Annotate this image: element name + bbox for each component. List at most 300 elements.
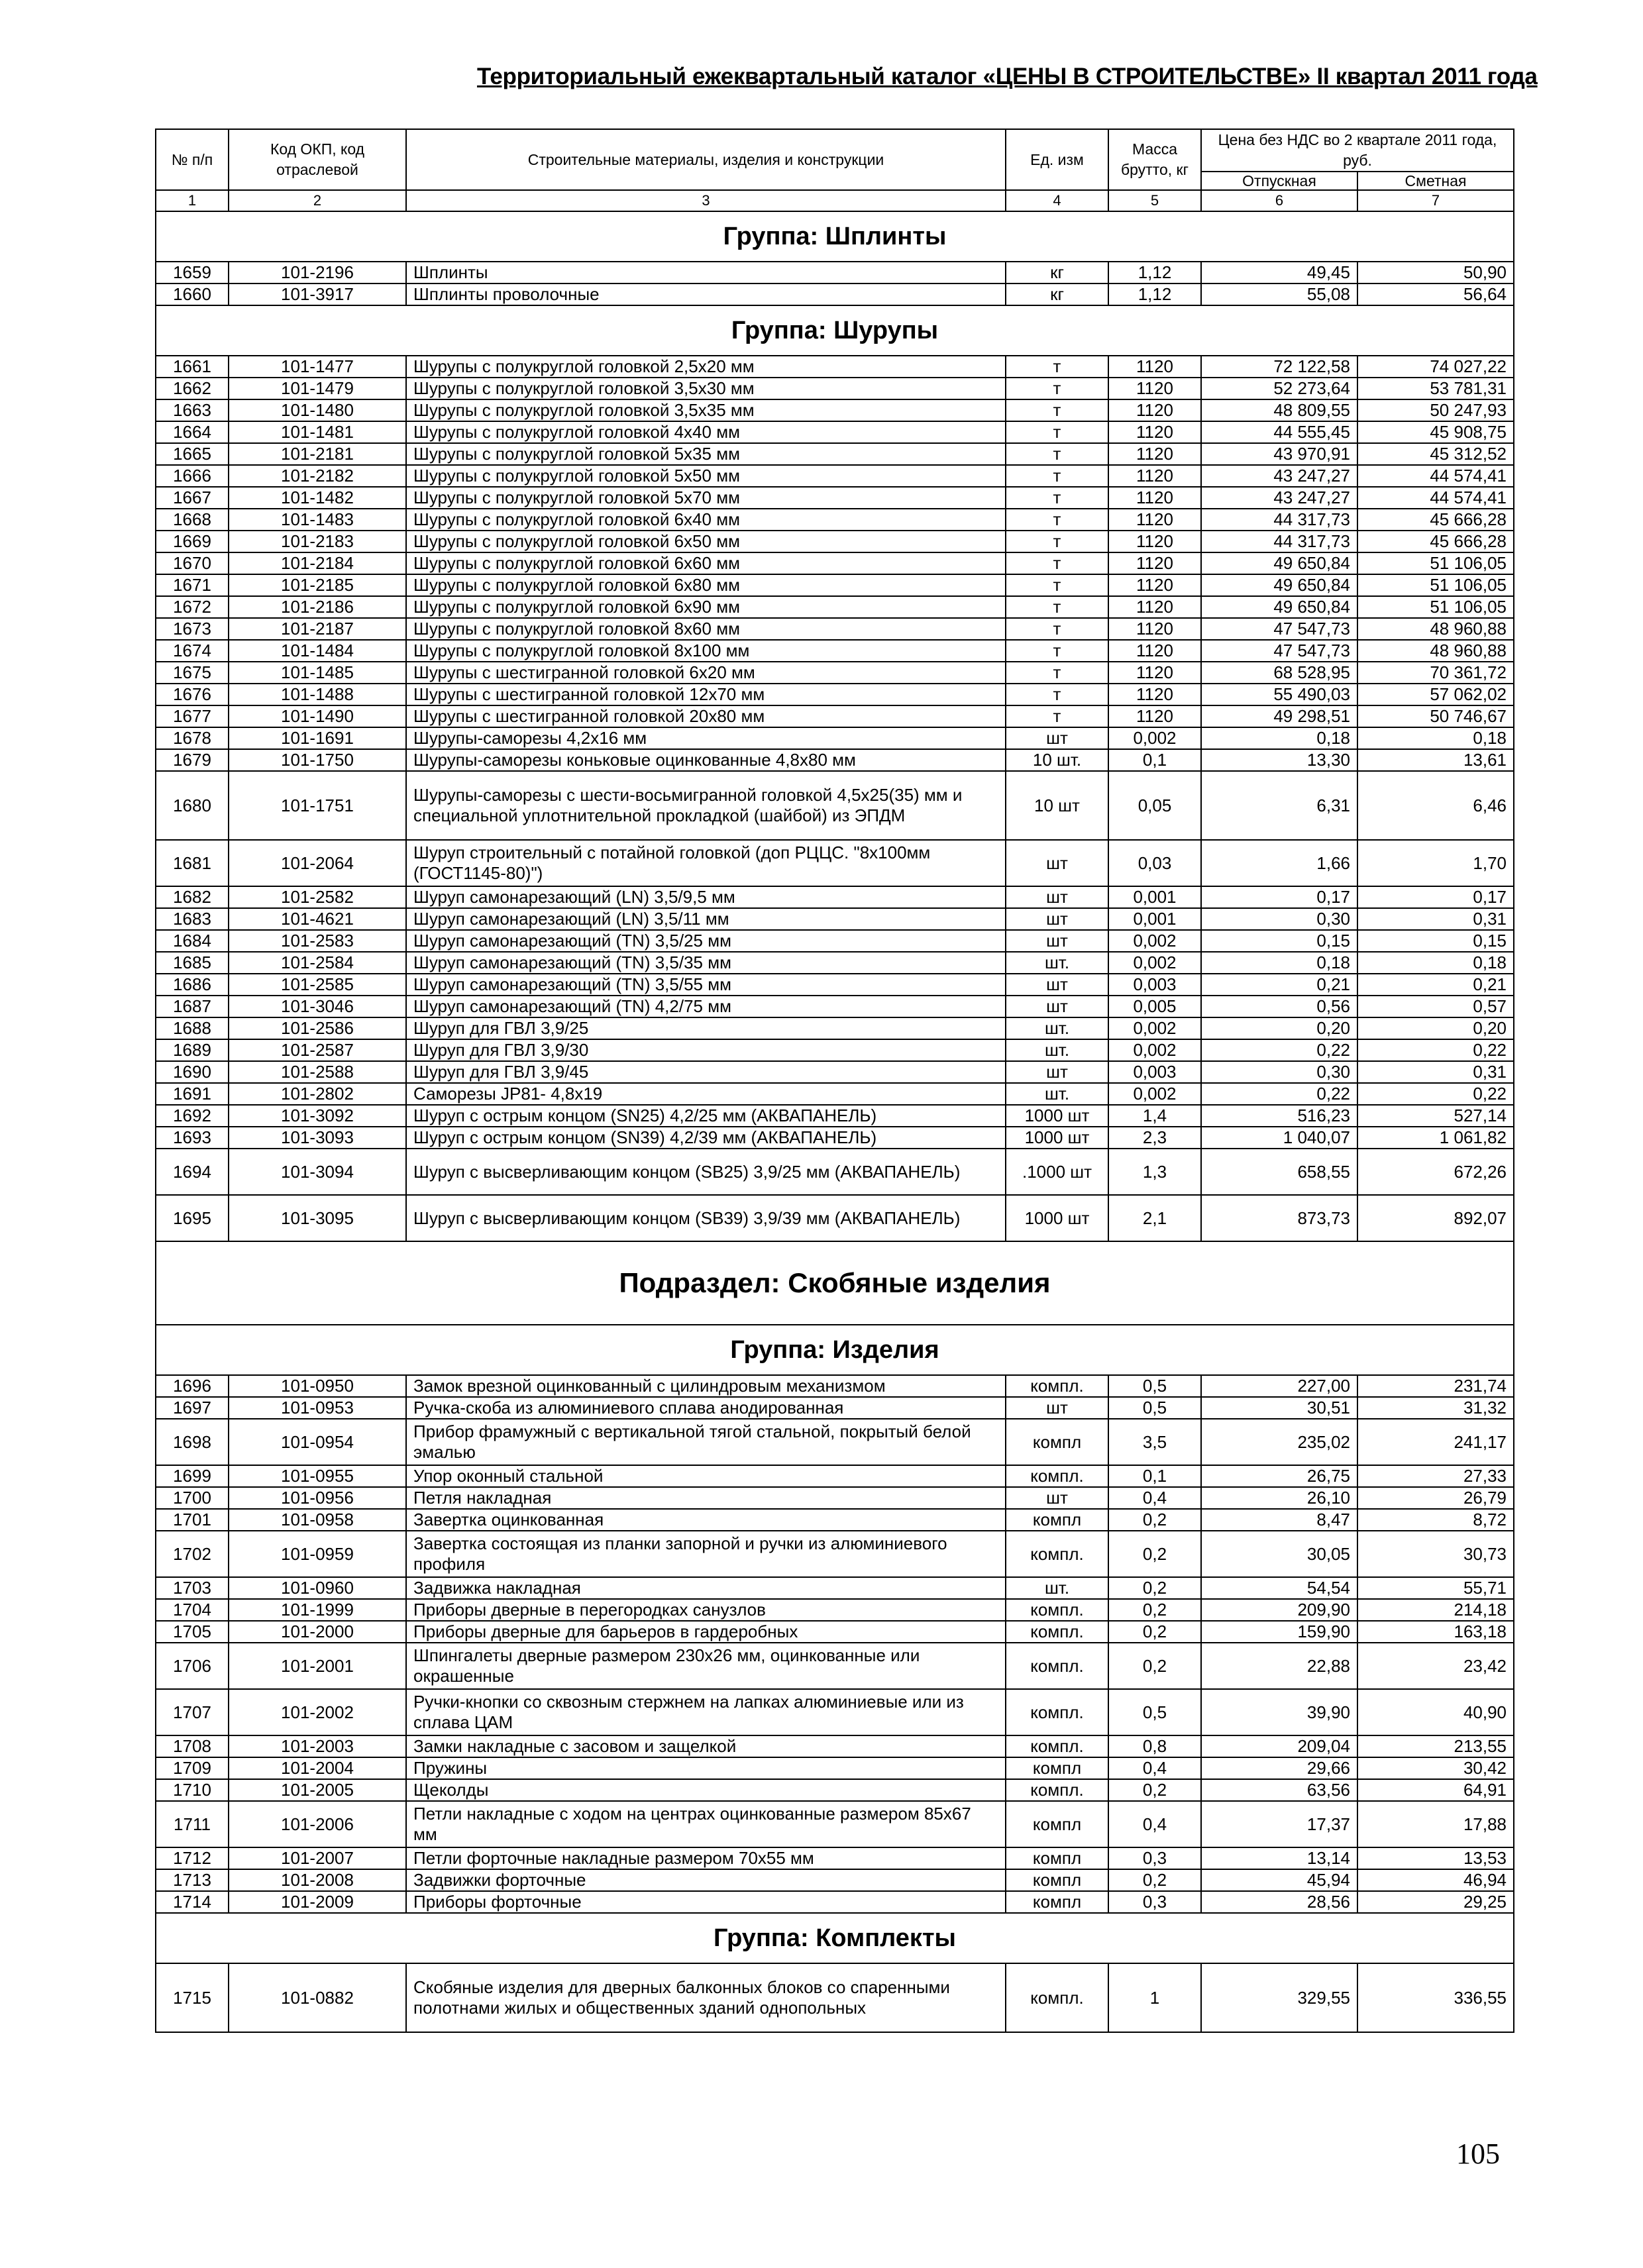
cell-price-release: 49 650,84 — [1201, 596, 1357, 618]
cell-price-estimate: 31,32 — [1357, 1397, 1514, 1419]
cell-code: 101-3046 — [229, 996, 406, 1017]
cell-unit: шт. — [1006, 1577, 1108, 1599]
cell-mass: 0,002 — [1108, 930, 1201, 952]
cell-mass: 0,4 — [1108, 1757, 1201, 1779]
cell-price-release: 159,90 — [1201, 1621, 1357, 1643]
cell-price-release: 0,30 — [1201, 908, 1357, 930]
cell-unit: компл — [1006, 1847, 1108, 1869]
cell-code: 101-1479 — [229, 378, 406, 399]
cell-name: Шуруп самонарезающий (TN) 3,5/25 мм — [406, 930, 1006, 952]
cell-num: 1665 — [156, 443, 229, 465]
table-row — [156, 356, 1514, 378]
cell-num: 1666 — [156, 465, 229, 487]
cell-code: 101-2587 — [229, 1039, 406, 1061]
cell-code: 101-3917 — [229, 284, 406, 305]
cell-price-estimate: 1 061,82 — [1357, 1127, 1514, 1149]
cell-num: 1693 — [156, 1127, 229, 1149]
cell-unit: кг — [1006, 284, 1108, 305]
cell-unit: 1000 шт — [1006, 1127, 1108, 1149]
cell-unit: шт. — [1006, 952, 1108, 974]
cell-price-release: 47 547,73 — [1201, 618, 1357, 640]
cell-num: 1677 — [156, 705, 229, 727]
table-row — [156, 1801, 1514, 1847]
cell-code: 101-1481 — [229, 421, 406, 443]
cell-price-release: 1 040,07 — [1201, 1127, 1357, 1149]
cell-name: Петли накладные с ходом на центрах оцинкованные размером 85x67 мм — [406, 1801, 1006, 1847]
cell-price-estimate: 13,53 — [1357, 1847, 1514, 1869]
cell-name: Задвижка накладная — [406, 1577, 1006, 1599]
cell-price-estimate: 0,31 — [1357, 1061, 1514, 1083]
table-row — [156, 1061, 1514, 1083]
cell-code: 101-2001 — [229, 1643, 406, 1689]
cell-price-estimate: 13,61 — [1357, 749, 1514, 771]
cell-price-release: 47 547,73 — [1201, 640, 1357, 662]
cell-code: 101-3093 — [229, 1127, 406, 1149]
cell-code: 101-2182 — [229, 465, 406, 487]
cell-mass: 1,12 — [1108, 284, 1201, 305]
cell-price-estimate: 0,31 — [1357, 908, 1514, 930]
column-number: 1 — [156, 190, 229, 211]
cell-name: Шплинты — [406, 262, 1006, 284]
cell-mass: 1,3 — [1108, 1149, 1201, 1195]
column-number: 5 — [1108, 190, 1201, 211]
cell-unit: т — [1006, 509, 1108, 531]
cell-name: Шурупы с полукруглой головкой 6x80 мм — [406, 574, 1006, 596]
subsection-heading-row — [156, 1241, 1514, 1325]
cell-mass: 0,002 — [1108, 952, 1201, 974]
cell-name: Шурупы с полукруглой головкой 6x90 мм — [406, 596, 1006, 618]
cell-price-release: 26,75 — [1201, 1465, 1357, 1487]
cell-mass: 1120 — [1108, 640, 1201, 662]
table-row — [156, 1847, 1514, 1869]
cell-unit: шт — [1006, 886, 1108, 908]
cell-unit: компл. — [1006, 1963, 1108, 2032]
table-row — [156, 552, 1514, 574]
cell-name: Прибор фрамужный с вертикальной тягой стальной, покрытый белой эмалью — [406, 1419, 1006, 1465]
cell-mass: 1120 — [1108, 378, 1201, 399]
cell-name: Шурупы с шестигранной головкой 20x80 мм — [406, 705, 1006, 727]
table-row — [156, 399, 1514, 421]
cell-unit: .1000 шт — [1006, 1149, 1108, 1195]
cell-num: 1683 — [156, 908, 229, 930]
table-row — [156, 727, 1514, 749]
cell-mass: 1120 — [1108, 465, 1201, 487]
cell-name: Шуруп для ГВЛ 3,9/45 — [406, 1061, 1006, 1083]
cell-num: 1696 — [156, 1375, 229, 1397]
cell-code: 101-1484 — [229, 640, 406, 662]
cell-name: Шуруп с острым концом (SN25) 4,2/25 мм (АКВАПАНЕЛЬ) — [406, 1105, 1006, 1127]
cell-code: 101-2183 — [229, 531, 406, 552]
cell-price-release: 0,22 — [1201, 1083, 1357, 1105]
cell-unit: компл. — [1006, 1689, 1108, 1735]
cell-price-release: 209,90 — [1201, 1599, 1357, 1621]
cell-code: 101-2064 — [229, 840, 406, 886]
table-row — [156, 531, 1514, 552]
cell-num: 1689 — [156, 1039, 229, 1061]
table-row — [156, 1643, 1514, 1689]
cell-mass: 0,2 — [1108, 1509, 1201, 1531]
header-num: № п/п — [156, 129, 229, 190]
cell-num: 1678 — [156, 727, 229, 749]
cell-name: Упор оконный стальной — [406, 1465, 1006, 1487]
table-row — [156, 284, 1514, 305]
table-row — [156, 443, 1514, 465]
cell-code: 101-1488 — [229, 684, 406, 705]
cell-name: Замки накладные с засовом и защелкой — [406, 1735, 1006, 1757]
cell-code: 101-0960 — [229, 1577, 406, 1599]
cell-num: 1700 — [156, 1487, 229, 1509]
cell-price-estimate: 0,57 — [1357, 996, 1514, 1017]
cell-price-release: 63,56 — [1201, 1779, 1357, 1801]
column-number: 3 — [406, 190, 1006, 211]
cell-unit: шт. — [1006, 1017, 1108, 1039]
cell-unit: шт. — [1006, 1039, 1108, 1061]
cell-mass: 1120 — [1108, 705, 1201, 727]
cell-code: 101-2006 — [229, 1801, 406, 1847]
cell-price-estimate: 163,18 — [1357, 1621, 1514, 1643]
table-row — [156, 1397, 1514, 1419]
cell-price-estimate: 48 960,88 — [1357, 618, 1514, 640]
cell-price-release: 0,18 — [1201, 727, 1357, 749]
cell-price-estimate: 0,18 — [1357, 727, 1514, 749]
cell-mass: 1120 — [1108, 487, 1201, 509]
cell-unit: т — [1006, 443, 1108, 465]
cell-mass: 0,5 — [1108, 1397, 1201, 1419]
cell-price-release: 49,45 — [1201, 262, 1357, 284]
cell-mass: 1,12 — [1108, 262, 1201, 284]
cell-mass: 0,2 — [1108, 1643, 1201, 1689]
cell-price-estimate: 17,88 — [1357, 1801, 1514, 1847]
cell-name: Шурупы-саморезы 4,2x16 мм — [406, 727, 1006, 749]
cell-num: 1664 — [156, 421, 229, 443]
cell-code: 101-1691 — [229, 727, 406, 749]
cell-name: Щеколды — [406, 1779, 1006, 1801]
cell-unit: шт — [1006, 908, 1108, 930]
cell-unit: компл — [1006, 1891, 1108, 1913]
cell-unit: компл. — [1006, 1599, 1108, 1621]
cell-code: 101-2185 — [229, 574, 406, 596]
cell-num: 1659 — [156, 262, 229, 284]
cell-price-estimate: 48 960,88 — [1357, 640, 1514, 662]
cell-unit: т — [1006, 421, 1108, 443]
cell-name: Завертка состоящая из планки запорной и ручки из алюминиевого профиля — [406, 1531, 1006, 1577]
cell-num: 1707 — [156, 1689, 229, 1735]
table-row — [156, 705, 1514, 727]
cell-price-release: 0,21 — [1201, 974, 1357, 996]
cell-price-estimate: 672,26 — [1357, 1149, 1514, 1195]
cell-price-release: 22,88 — [1201, 1643, 1357, 1689]
cell-mass: 1120 — [1108, 443, 1201, 465]
table-row — [156, 421, 1514, 443]
column-number: 4 — [1006, 190, 1108, 211]
cell-mass: 0,2 — [1108, 1779, 1201, 1801]
table-row — [156, 1195, 1514, 1241]
cell-num: 1660 — [156, 284, 229, 305]
table-row — [156, 1891, 1514, 1913]
cell-code: 101-1485 — [229, 662, 406, 684]
cell-code: 101-1751 — [229, 771, 406, 840]
cell-price-estimate: 55,71 — [1357, 1577, 1514, 1599]
cell-mass: 2,3 — [1108, 1127, 1201, 1149]
cell-unit: компл. — [1006, 1779, 1108, 1801]
cell-num: 1710 — [156, 1779, 229, 1801]
cell-num: 1704 — [156, 1599, 229, 1621]
cell-price-release: 1,66 — [1201, 840, 1357, 886]
cell-price-estimate: 27,33 — [1357, 1465, 1514, 1487]
cell-code: 101-0955 — [229, 1465, 406, 1487]
cell-unit: т — [1006, 705, 1108, 727]
cell-mass: 0,2 — [1108, 1531, 1201, 1577]
cell-unit: шт — [1006, 840, 1108, 886]
cell-price-release: 29,66 — [1201, 1757, 1357, 1779]
cell-code: 101-2187 — [229, 618, 406, 640]
cell-name: Шурупы с полукруглой головкой 8x60 мм — [406, 618, 1006, 640]
cell-name: Задвижки форточные — [406, 1869, 1006, 1891]
cell-name: Приборы форточные — [406, 1891, 1006, 1913]
cell-price-release: 43 247,27 — [1201, 465, 1357, 487]
cell-price-release: 44 317,73 — [1201, 531, 1357, 552]
cell-num: 1699 — [156, 1465, 229, 1487]
cell-price-release: 72 122,58 — [1201, 356, 1357, 378]
cell-num: 1688 — [156, 1017, 229, 1039]
cell-price-estimate: 40,90 — [1357, 1689, 1514, 1735]
group-title: Группа: Шплинты — [156, 211, 1514, 262]
cell-price-estimate: 23,42 — [1357, 1643, 1514, 1689]
cell-mass: 0,002 — [1108, 727, 1201, 749]
cell-unit: шт — [1006, 930, 1108, 952]
cell-code: 101-1480 — [229, 399, 406, 421]
cell-num: 1690 — [156, 1061, 229, 1083]
cell-code: 101-0950 — [229, 1375, 406, 1397]
cell-mass: 0,8 — [1108, 1735, 1201, 1757]
cell-num: 1667 — [156, 487, 229, 509]
cell-price-estimate: 30,42 — [1357, 1757, 1514, 1779]
cell-code: 101-0882 — [229, 1963, 406, 2032]
cell-mass: 0,2 — [1108, 1599, 1201, 1621]
cell-price-estimate: 44 574,41 — [1357, 487, 1514, 509]
cell-price-release: 49 650,84 — [1201, 552, 1357, 574]
cell-unit: компл. — [1006, 1375, 1108, 1397]
cell-price-release: 329,55 — [1201, 1963, 1357, 2032]
cell-unit: шт — [1006, 727, 1108, 749]
cell-mass: 0,002 — [1108, 1039, 1201, 1061]
cell-num: 1663 — [156, 399, 229, 421]
cell-unit: т — [1006, 399, 1108, 421]
cell-num: 1669 — [156, 531, 229, 552]
table-row — [156, 662, 1514, 684]
cell-name: Саморезы JP81- 4,8x19 — [406, 1083, 1006, 1105]
cell-mass: 0,3 — [1108, 1847, 1201, 1869]
cell-mass: 0,002 — [1108, 1083, 1201, 1105]
cell-unit: т — [1006, 552, 1108, 574]
group-heading-row — [156, 1913, 1514, 1963]
column-number: 2 — [229, 190, 406, 211]
cell-code: 101-2003 — [229, 1735, 406, 1757]
group-title: Группа: Изделия — [156, 1325, 1514, 1375]
table-row — [156, 487, 1514, 509]
cell-price-estimate: 53 781,31 — [1357, 378, 1514, 399]
cell-unit: шт. — [1006, 1083, 1108, 1105]
cell-code: 101-2008 — [229, 1869, 406, 1891]
cell-price-estimate: 214,18 — [1357, 1599, 1514, 1621]
cell-mass: 1120 — [1108, 618, 1201, 640]
cell-name: Шурупы-саморезы коньковые оцинкованные 4,8x80 мм — [406, 749, 1006, 771]
cell-num: 1680 — [156, 771, 229, 840]
cell-name: Шуруп самонарезающий (TN) 3,5/35 мм — [406, 952, 1006, 974]
cell-code: 101-0959 — [229, 1531, 406, 1577]
cell-unit: компл — [1006, 1757, 1108, 1779]
table-row — [156, 1017, 1514, 1039]
group-heading-row — [156, 211, 1514, 262]
cell-unit: компл. — [1006, 1465, 1108, 1487]
cell-price-release: 48 809,55 — [1201, 399, 1357, 421]
cell-unit: компл — [1006, 1869, 1108, 1891]
cell-name: Шпингалеты дверные размером 230x26 мм, оцинкованные или окрашенные — [406, 1643, 1006, 1689]
cell-code: 101-0958 — [229, 1509, 406, 1531]
cell-code: 101-2586 — [229, 1017, 406, 1039]
cell-price-release: 0,22 — [1201, 1039, 1357, 1061]
cell-name: Шурупы с полукруглой головкой 8x100 мм — [406, 640, 1006, 662]
table-body — [156, 190, 1514, 2032]
cell-price-estimate: 57 062,02 — [1357, 684, 1514, 705]
cell-unit: компл. — [1006, 1643, 1108, 1689]
cell-unit: т — [1006, 487, 1108, 509]
header-code: Код ОКП, код отраслевой — [229, 129, 406, 190]
table-row — [156, 1735, 1514, 1757]
price-table — [155, 129, 1514, 2033]
header-price-release: Отпускная — [1201, 172, 1357, 190]
cell-num: 1697 — [156, 1397, 229, 1419]
cell-price-estimate: 45 666,28 — [1357, 509, 1514, 531]
cell-num: 1661 — [156, 356, 229, 378]
cell-num: 1672 — [156, 596, 229, 618]
cell-code: 101-3094 — [229, 1149, 406, 1195]
cell-price-estimate: 1,70 — [1357, 840, 1514, 886]
cell-name: Ручки-кнопки со сквозным стержнем на лапках алюминиевые или из сплава ЦАМ — [406, 1689, 1006, 1735]
cell-price-estimate: 74 027,22 — [1357, 356, 1514, 378]
cell-name: Шуруп с высверливающим концом (SB25) 3,9/25 мм (АКВАПАНЕЛЬ) — [406, 1149, 1006, 1195]
cell-mass: 0,4 — [1108, 1801, 1201, 1847]
cell-num: 1668 — [156, 509, 229, 531]
cell-mass: 0,2 — [1108, 1577, 1201, 1599]
cell-unit: т — [1006, 662, 1108, 684]
cell-num: 1673 — [156, 618, 229, 640]
table-row — [156, 840, 1514, 886]
page-header: Территориальный ежеквартальный каталог «ЦЕНЫ В СТРОИТЕЛЬСТВЕ» II квартал 2011 года — [477, 64, 1538, 89]
cell-price-estimate: 56,64 — [1357, 284, 1514, 305]
cell-code: 101-2004 — [229, 1757, 406, 1779]
table-row — [156, 908, 1514, 930]
cell-code: 101-4621 — [229, 908, 406, 930]
cell-price-release: 209,04 — [1201, 1735, 1357, 1757]
cell-num: 1684 — [156, 930, 229, 952]
cell-num: 1675 — [156, 662, 229, 684]
cell-name: Шурупы с полукруглой головкой 5x70 мм — [406, 487, 1006, 509]
cell-price-release: 54,54 — [1201, 1577, 1357, 1599]
cell-price-estimate: 231,74 — [1357, 1375, 1514, 1397]
cell-price-estimate: 0,15 — [1357, 930, 1514, 952]
table-row — [156, 1757, 1514, 1779]
cell-price-release: 28,56 — [1201, 1891, 1357, 1913]
table-row — [156, 1465, 1514, 1487]
cell-price-estimate: 45 666,28 — [1357, 531, 1514, 552]
cell-price-release: 0,15 — [1201, 930, 1357, 952]
cell-unit: шт — [1006, 1061, 1108, 1083]
cell-num: 1706 — [156, 1643, 229, 1689]
cell-mass: 1120 — [1108, 399, 1201, 421]
table-row — [156, 974, 1514, 996]
cell-price-release: 43 970,91 — [1201, 443, 1357, 465]
cell-mass: 0,005 — [1108, 996, 1201, 1017]
cell-mass: 0,5 — [1108, 1689, 1201, 1735]
cell-code: 101-0956 — [229, 1487, 406, 1509]
cell-num: 1662 — [156, 378, 229, 399]
cell-mass: 0,001 — [1108, 908, 1201, 930]
cell-unit: т — [1006, 574, 1108, 596]
cell-name: Пружины — [406, 1757, 1006, 1779]
cell-price-release: 49 298,51 — [1201, 705, 1357, 727]
table-row — [156, 1487, 1514, 1509]
table-row — [156, 1127, 1514, 1149]
table-row — [156, 1689, 1514, 1735]
cell-price-estimate: 45 908,75 — [1357, 421, 1514, 443]
cell-price-estimate: 0,22 — [1357, 1039, 1514, 1061]
cell-code: 101-2007 — [229, 1847, 406, 1869]
cell-price-release: 49 650,84 — [1201, 574, 1357, 596]
cell-price-estimate: 50 746,67 — [1357, 705, 1514, 727]
cell-unit: 10 шт — [1006, 771, 1108, 840]
cell-name: Шуруп с острым концом (SN39) 4,2/39 мм (АКВАПАНЕЛЬ) — [406, 1127, 1006, 1149]
cell-num: 1676 — [156, 684, 229, 705]
cell-num: 1679 — [156, 749, 229, 771]
cell-name: Шурупы с полукруглой головкой 3,5x30 мм — [406, 378, 1006, 399]
cell-price-estimate: 527,14 — [1357, 1105, 1514, 1127]
cell-code: 101-2000 — [229, 1621, 406, 1643]
cell-name: Замок врезной оцинкованный с цилиндровым механизмом — [406, 1375, 1006, 1397]
header-price: Цена без НДС во 2 квартале 2011 года, руб. — [1201, 129, 1514, 172]
cell-price-release: 30,51 — [1201, 1397, 1357, 1419]
cell-price-estimate: 26,79 — [1357, 1487, 1514, 1509]
cell-mass: 0,003 — [1108, 974, 1201, 996]
cell-name: Ручка-скоба из алюминиевого сплава анодированная — [406, 1397, 1006, 1419]
cell-price-estimate: 241,17 — [1357, 1419, 1514, 1465]
cell-num: 1702 — [156, 1531, 229, 1577]
table-row — [156, 618, 1514, 640]
table-row — [156, 1149, 1514, 1195]
cell-num: 1687 — [156, 996, 229, 1017]
cell-price-release: 0,30 — [1201, 1061, 1357, 1083]
cell-mass: 1,4 — [1108, 1105, 1201, 1127]
cell-name: Шуруп с высверливающим концом (SB39) 3,9/39 мм (АКВАПАНЕЛЬ) — [406, 1195, 1006, 1241]
cell-code: 101-3092 — [229, 1105, 406, 1127]
cell-price-estimate: 0,22 — [1357, 1083, 1514, 1105]
table-row — [156, 1599, 1514, 1621]
cell-mass: 0,05 — [1108, 771, 1201, 840]
header-name: Строительные материалы, изделия и конструкции — [406, 129, 1006, 190]
cell-code: 101-2009 — [229, 1891, 406, 1913]
cell-price-estimate: 0,17 — [1357, 886, 1514, 908]
cell-mass: 0,03 — [1108, 840, 1201, 886]
cell-unit: т — [1006, 684, 1108, 705]
cell-price-release: 68 528,95 — [1201, 662, 1357, 684]
cell-num: 1691 — [156, 1083, 229, 1105]
table-row — [156, 509, 1514, 531]
cell-unit: компл — [1006, 1801, 1108, 1847]
cell-mass: 0,1 — [1108, 749, 1201, 771]
cell-price-release: 0,17 — [1201, 886, 1357, 908]
cell-num: 1715 — [156, 1963, 229, 2032]
cell-unit: т — [1006, 618, 1108, 640]
